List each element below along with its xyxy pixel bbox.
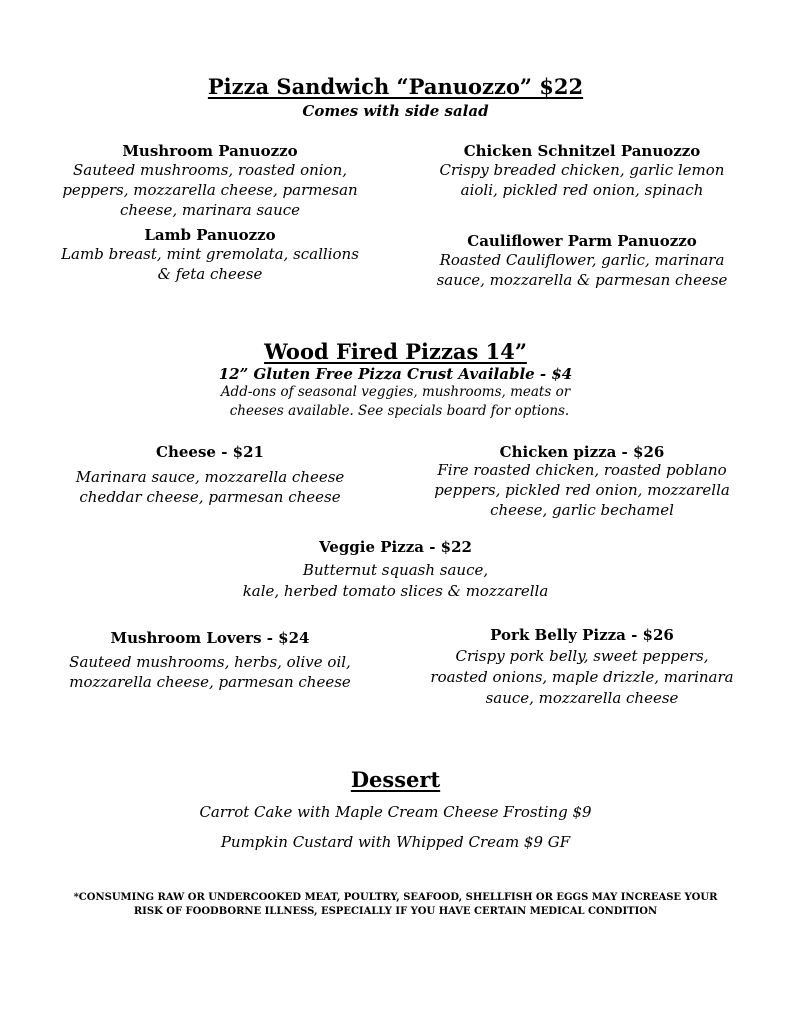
item-name: Cheese - $21: [156, 443, 264, 461]
item-description: Sauteed mushrooms, roasted onion, peppers, mozzarella cheese, parmesan cheese, marinara sauce: [62, 161, 358, 219]
item-description: Butternut squash sauce, kale, herbed tomato slices & mozzarella: [242, 561, 549, 600]
item-description: Crispy breaded chicken, garlic lemon aioli, pickled red onion, spinach: [439, 161, 725, 199]
item-name: Cauliflower Parm Panuozzo: [467, 232, 697, 250]
menu-item-chicken-pizza: [402, 443, 762, 520]
item-name: Lamb Panuozzo: [144, 226, 276, 244]
food-safety-disclaimer: *CONSUMING RAW OR UNDERCOOKED MEAT, POULTRY, SEAFOOD, SHELLFISH OR EGGS MAY INCREASE YOUR RISK OF FOODBORNE ILLNESS, ESPECIALLY IF YOU HAVE CERTAIN MEDICAL CONDITION: [73, 892, 718, 917]
menu-item-lamb-panuozzo: [30, 226, 390, 284]
item-name: Mushroom Panuozzo: [122, 142, 298, 160]
item-name: Veggie Pizza - $22: [319, 538, 472, 556]
addons-note: Add-ons of seasonal veggies, mushrooms, meats or cheeses available. See specials board for options.: [220, 384, 571, 419]
item-description: Sauteed mushrooms, herbs, olive oil, mozzarella cheese, parmesan cheese: [69, 653, 351, 691]
item-description: Marinara sauce, mozzarella cheese cheddar cheese, parmesan cheese: [75, 468, 345, 506]
item-description: Fire roasted chicken, roasted poblano peppers, pickled red onion, mozzarella cheese, garlic bechamel: [434, 461, 730, 519]
dessert-section-title: Dessert: [350, 767, 441, 792]
item-name: Chicken pizza - $26: [499, 443, 665, 461]
menu-item-veggie-pizza: [0, 538, 791, 602]
item-name: Mushroom Lovers - $24: [110, 629, 310, 647]
menu-item-mushroom-lovers-pizza: [30, 629, 390, 692]
menu-item-mushroom-panuozzo: [30, 142, 390, 220]
pizzas-section-title: Wood Fired Pizzas 14”: [264, 339, 527, 364]
item-name: Pork Belly Pizza - $26: [490, 626, 674, 644]
dessert-item-pumpkin-custard: Pumpkin Custard with Whipped Cream $9 GF: [220, 833, 571, 851]
item-description: Lamb breast, mint gremolata, scallions & feta cheese: [61, 245, 359, 283]
menu-item-cauliflower-parm-panuozzo: [402, 232, 762, 290]
item-description: Crispy pork belly, sweet peppers, roasted onions, maple drizzle, marinara sauce, mozzarella cheese: [430, 647, 734, 707]
menu-item-cheese-pizza: [30, 443, 390, 507]
item-name: Chicken Schnitzel Panuozzo: [463, 142, 701, 160]
menu-item-pork-belly-pizza: [402, 626, 762, 709]
gluten-free-note: 12” Gluten Free Pizza Crust Available - $4: [218, 365, 573, 383]
item-description: Roasted Cauliflower, garlic, marinara sauce, mozzarella & parmesan cheese: [436, 251, 728, 289]
panuozzo-subtitle: Comes with side salad: [302, 102, 489, 120]
panuozzo-section-title: Pizza Sandwich “Panuozzo” $22: [207, 74, 584, 99]
dessert-item-carrot-cake: Carrot Cake with Maple Cream Cheese Frosting $9: [199, 803, 592, 821]
menu-item-chicken-schnitzel-panuozzo: [402, 142, 762, 200]
